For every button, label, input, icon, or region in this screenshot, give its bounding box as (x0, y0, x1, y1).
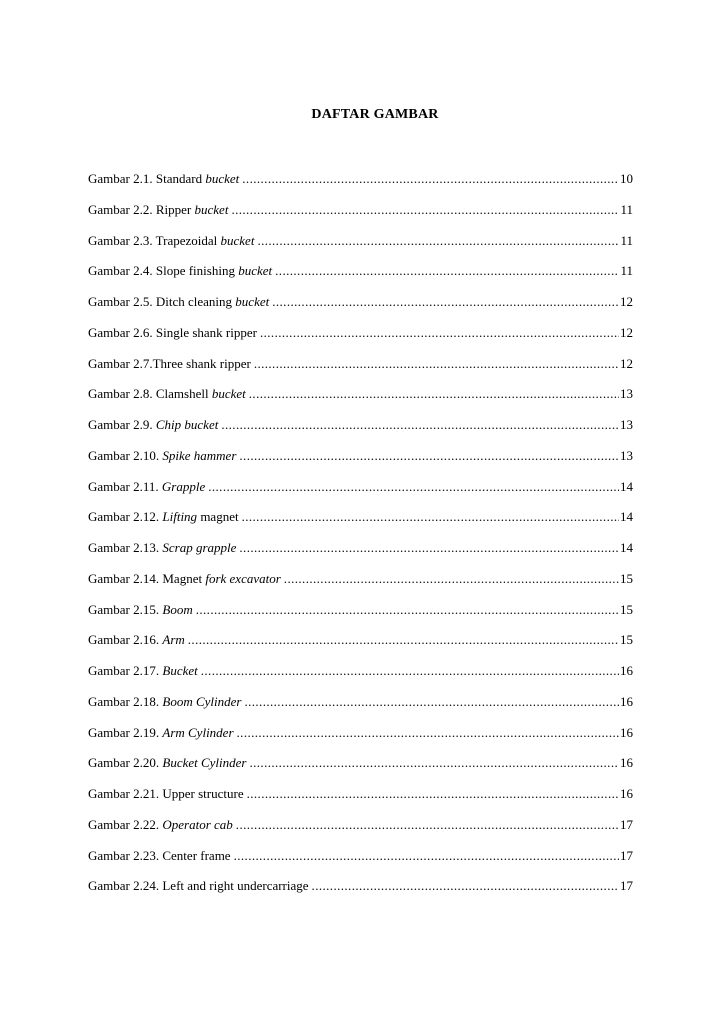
figure-list-item[interactable] (88, 878, 633, 909)
figure-list-item[interactable] (88, 786, 633, 817)
caption-prefix: Gambar 2.19. (88, 724, 163, 740)
caption-italic-term: Chip bucket (155, 417, 219, 432)
page-number: 13 (620, 386, 633, 402)
page-number: 16 (620, 786, 633, 801)
page-title: DAFTAR GAMBAR (311, 107, 439, 122)
caption-prefix: Gambar 2.12. (88, 509, 163, 525)
caption-italic-term: Operator cab (162, 816, 233, 832)
figure-caption (88, 663, 198, 679)
dot-leader (247, 786, 619, 802)
caption-prefix: Gambar 2.22. (88, 816, 163, 832)
figure-list-item[interactable] (88, 386, 633, 417)
dot-leader (196, 602, 619, 618)
caption-prefix: Gambar 2.5. Ditch cleaning (88, 294, 236, 309)
figure-list-item[interactable] (88, 602, 633, 633)
dot-leader (208, 479, 619, 495)
dot-leader (249, 755, 619, 771)
figure-list-item[interactable] (88, 448, 633, 479)
dot-leader (242, 509, 619, 525)
figure-list (88, 171, 633, 909)
figure-caption (88, 694, 241, 710)
caption-italic-term: bucket (194, 201, 229, 217)
caption-prefix: Gambar 2.20. (88, 755, 163, 771)
figure-list-item[interactable] (88, 663, 633, 694)
figure-list-item[interactable] (88, 817, 633, 848)
page-number: 16 (620, 663, 633, 678)
page-number: 15 (620, 570, 633, 586)
page-number: 12 (620, 294, 633, 309)
figure-caption (88, 571, 281, 587)
figure-caption (88, 540, 236, 556)
caption-prefix: Gambar 2.3. Trapezoidal (88, 232, 221, 248)
figure-caption (88, 632, 185, 648)
caption-italic-term: fork excavator (205, 570, 281, 586)
caption-prefix: Gambar 2.13. (88, 540, 163, 555)
dot-leader (254, 356, 619, 372)
caption-italic-term: bucket (238, 263, 273, 279)
page-number: 11 (620, 232, 633, 248)
dot-leader (237, 725, 619, 741)
figure-caption (88, 202, 228, 218)
dot-leader (239, 448, 619, 464)
caption-prefix: Gambar 2.6. Single shank ripper (88, 324, 257, 340)
caption-prefix: Gambar 2.2. Ripper (88, 201, 195, 217)
page-number: 16 (620, 724, 633, 740)
figure-caption (88, 848, 231, 864)
caption-italic-term: Scrap grapple (162, 540, 237, 555)
caption-italic-term: Arm Cylinder (162, 724, 234, 740)
figure-caption (88, 263, 272, 279)
dot-leader (244, 694, 619, 710)
caption-prefix: Gambar 2.24. Left and right undercarriage (88, 878, 309, 894)
figure-list-item[interactable] (88, 848, 633, 879)
caption-italic-term: Arm (162, 632, 185, 648)
page-number: 12 (620, 324, 633, 340)
figure-caption (88, 479, 205, 495)
dot-leader (257, 233, 619, 249)
figure-caption (88, 356, 251, 372)
dot-leader (231, 202, 619, 218)
caption-prefix: Gambar 2.8. Clamshell (88, 386, 212, 402)
caption-prefix: Gambar 2.15. (88, 601, 163, 617)
dot-leader (242, 171, 619, 187)
dot-leader (201, 663, 619, 679)
page-number: 11 (620, 263, 633, 279)
figure-list-item[interactable] (88, 325, 633, 356)
figure-list-item[interactable] (88, 632, 633, 663)
figure-caption (88, 878, 309, 894)
page-number: 14 (620, 509, 633, 525)
page-number: 17 (620, 847, 633, 863)
dot-leader (275, 263, 619, 279)
page-number: 12 (620, 355, 633, 371)
caption-suffix: magnet (197, 509, 239, 525)
dot-leader (260, 325, 619, 341)
dot-leader (272, 294, 619, 310)
caption-italic-term: Grapple (161, 478, 206, 494)
page-number: 17 (620, 878, 633, 894)
caption-prefix: Gambar 2.9. (88, 417, 156, 432)
caption-prefix: Gambar 2.16. (88, 632, 163, 648)
figure-caption (88, 755, 246, 771)
figure-list-item[interactable] (88, 294, 633, 325)
dot-leader (249, 386, 619, 402)
caption-prefix: Gambar 2.11. (88, 478, 162, 494)
figure-caption (88, 817, 233, 833)
caption-italic-term: bucket (235, 294, 270, 309)
figure-list-item[interactable] (88, 755, 633, 786)
figure-caption (88, 786, 244, 802)
caption-italic-term: bucket (220, 232, 255, 248)
caption-italic-term: bucket (205, 171, 240, 186)
figure-caption (88, 725, 234, 741)
dot-leader (236, 817, 619, 833)
figure-list-item[interactable] (88, 725, 633, 756)
figure-caption (88, 386, 246, 402)
figure-caption (88, 417, 218, 433)
dot-leader (239, 540, 619, 556)
caption-italic-term: Boom (162, 601, 193, 617)
figure-list-item[interactable] (88, 417, 633, 448)
figure-caption (88, 294, 269, 310)
caption-prefix: Gambar 2.23. Center frame (88, 847, 231, 863)
page-number: 17 (620, 816, 633, 832)
caption-prefix: Gambar 2.14. Magnet (88, 570, 206, 586)
figure-list-item[interactable] (88, 202, 633, 233)
figure-list-item[interactable] (88, 571, 633, 602)
caption-prefix: Gambar 2.4. Slope finishing (88, 263, 239, 279)
caption-italic-term: bucket (211, 386, 246, 402)
figure-list-item[interactable] (88, 509, 633, 540)
figure-list-item[interactable] (88, 540, 633, 571)
figure-list-item[interactable] (88, 233, 633, 264)
figure-list-item[interactable] (88, 356, 633, 387)
dot-leader (188, 632, 619, 648)
caption-italic-term: Spike hammer (162, 447, 237, 463)
page-number: 11 (620, 201, 633, 217)
page-number: 16 (620, 755, 633, 771)
caption-italic-term: Bucket Cylinder (162, 755, 247, 771)
figure-caption (88, 325, 257, 341)
page-number: 14 (620, 478, 633, 494)
page-number: 16 (620, 693, 633, 709)
dot-leader (221, 417, 619, 433)
caption-prefix: Gambar 2.7.Three shank ripper (88, 355, 251, 371)
caption-italic-term: Lifting (162, 509, 198, 525)
figure-list-item[interactable] (88, 694, 633, 725)
page-number: 15 (620, 632, 633, 648)
figure-list-item[interactable] (88, 479, 633, 510)
figure-caption (88, 448, 236, 464)
page-number: 10 (620, 171, 633, 186)
page-number: 13 (620, 417, 633, 432)
caption-prefix: Gambar 2.1. Standard (88, 171, 206, 186)
dot-leader (312, 878, 619, 894)
figure-caption (88, 602, 193, 618)
figure-caption (88, 171, 239, 187)
figure-list-item[interactable] (88, 171, 633, 202)
caption-italic-term: Boom Cylinder (162, 693, 242, 709)
dot-leader (234, 848, 619, 864)
figure-list-item[interactable] (88, 263, 633, 294)
figure-caption (88, 233, 254, 249)
caption-italic-term: Bucket (162, 663, 198, 678)
caption-prefix: Gambar 2.21. Upper structure (88, 786, 244, 801)
figure-caption (88, 509, 239, 525)
dot-leader (284, 571, 619, 587)
page-number: 15 (620, 601, 633, 617)
page-number: 13 (620, 447, 633, 463)
caption-prefix: Gambar 2.17. (88, 663, 163, 678)
caption-prefix: Gambar 2.10. (88, 447, 163, 463)
page-number: 14 (620, 540, 633, 555)
caption-prefix: Gambar 2.18. (88, 693, 163, 709)
